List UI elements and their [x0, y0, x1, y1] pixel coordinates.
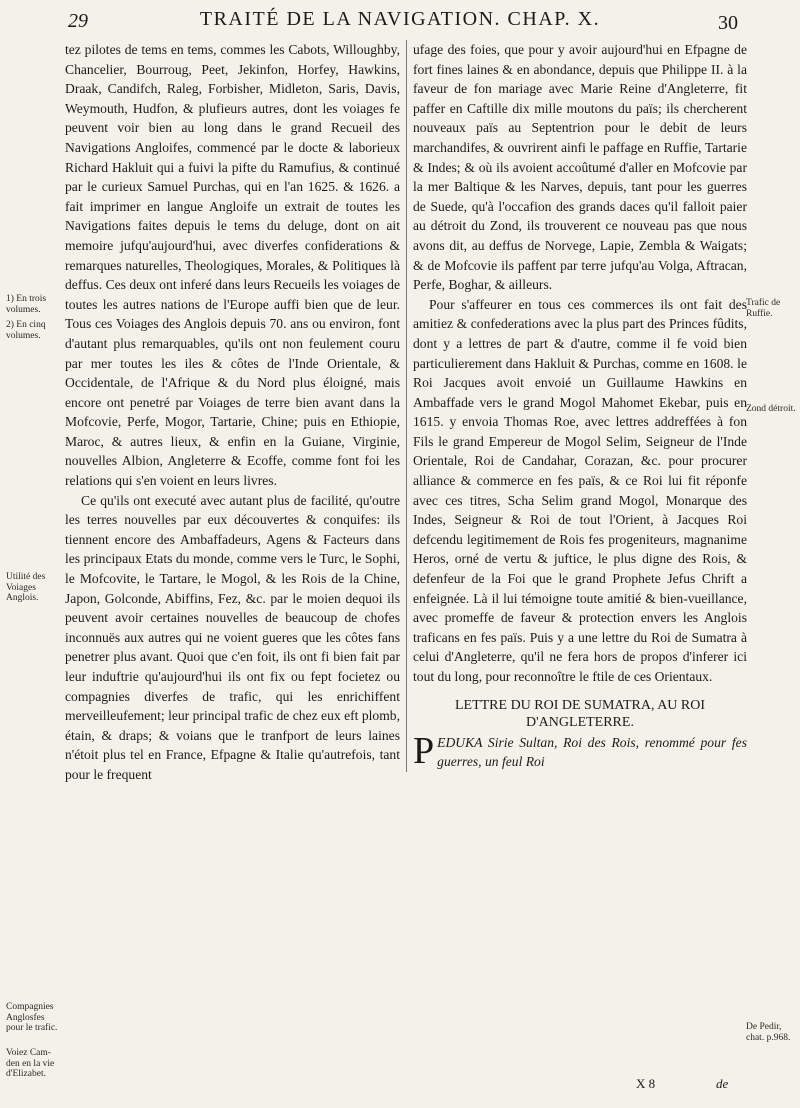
left-paragraph-1: tez pilotes de tems en tems, commes les Cabots, Willoughby, Chancelier, Bourroug, Peet, Jekinfon, Horfey, Hawkins, Draak, Candifch, Raleg, Forbisher, Midleton, Saris, Davis, Weymouth, Hudfon, & plufieurs autres, dont les voiages fe peuvent voir bien au long dans le grand Recueil des Navigations Angloifes, commencé par le docte & laborieux Richard Hakluit qui a fuivi la pifte du Ramufius, & continué par le curieux Samuel Purchas, qui en l'an 1625. & 1626. a fait imprimer en langue Angloife un extrait de toutes les Navigations faites depuis le tems du deluge, dont on ait memoire jufqu'aujourd'hui, avec diverfes confiderations & remarques naturelles, Theologiques, Morales, & Politiques là deffus. Ces deux ont inferé dans leurs Recueils les voiages de toutes les autres nations de l'Europe auffi bien que de leur. Tous ces Voiages des Anglois depuis 70. ans ou environ, font d'autant plus remarquables, qu'ils ont non feulement couru par mer toutes les iles & côtes de l'Inde Orientale, & Occidentale, de l'Afrique & du Nord plus éloigné, mais encore ont penetré par Voiages de terre bien avant dans la Mofcovie, Perfe, Mogor, Tartarie, Chine; puis en Ethiopie, Maroc, & autres lieux, & enfin en la Guiane, Virginie, nouvelles Albion, Angleterre & Ecoffe, comme font foi les relations qui s'en voient en leurs livres.	[65, 42, 400, 489]
right-paragraph-1: ufage des foies, que pour y avoir aujourd'hui en Efpagne de fort fines laines & en abondance, depuis que Philippe II. à la faveur de fon mariage avec Marie Reine d'Angleterre, fit paffer en Caftille dix mille moutons du païs; ils chercherent nouveaux païs au Septentrion pour le debit de leurs marchandifes, & ouvrirent ainfi le paffage en Ruffie, Tartarie & Indes; & où ils avoient accoûtumé d'aller en Mofcovie par la mer Baltique & les Narves, depuis, tant pour les guerres de Suede, qu'à l'occafion des grands daces qu'il falloit paier au détroit du Zond, ils trouverent ce nouveau pas que nous avons dit, au deffus de Norvege, Lapie, Zembla & Waigats; & de Mofcovie ils paffent par terre jufqu'au Volga, Aftracan, Perfe, Boghar, & ailleurs.	[413, 42, 747, 293]
running-title: TRAITÉ DE LA NAVIGATION. CHAP. X.	[199, 8, 601, 30]
signature-mark: X 8	[636, 1076, 656, 1091]
catchword: de	[716, 1076, 729, 1091]
drop-cap: P	[413, 729, 435, 772]
margin-note-camden: Voiez Cam-den en la vie d'Elizabet.	[6, 1048, 55, 1079]
letter-opening	[413, 729, 747, 772]
page-number-right: 30	[718, 12, 738, 34]
margin-note-volumes-three: 1) En trois volumes.	[6, 294, 47, 315]
margin-note-volumes-five: 2) En cinq volumes.	[6, 320, 46, 341]
margin-note-utility: Utilité des Voiages Anglois.	[6, 572, 46, 603]
margin-note-zond: Zond détroit.	[746, 404, 796, 414]
right-column	[406, 40, 747, 772]
left-column	[65, 40, 400, 785]
letter-text: EDUKA Sirie Sultan, Roi des Rois, renommé pour fes guerres, un feul Roi	[437, 734, 747, 770]
letter-title: LETTRE DU ROI DE SUMATRA, AU ROI D'ANGLETERRE.	[454, 697, 706, 730]
margin-note-companies: Compagnies Anglosfes pour le trafic.	[6, 1002, 58, 1033]
margin-note-russia-trade: Trafic de Ruffie.	[746, 298, 781, 319]
page-number-left: 29	[68, 10, 88, 32]
left-paragraph-2: Ce qu'ils ont executé avec autant plus de facilité, qu'outre les terres nouvelles par eux découvertes & conquifes: ils tiennent encore des Ambaffadeurs, Agens & Facteurs dans les principaux Etats du monde, comme vers le Turc, le Sophi, le Mofcovite, le Tartare, le Mogol, & les Rois de la Chine, Japon, Golconde, Abiffins, Fez, &c. par le moien dequoi ils peuvent avoir certaines nouvelles de beaucoup de chofes inconnuës aux autres qui ne voient gueres que les côtes fans penetrer plus avant. Quoi que c'en foit, ils ont fi bien fait par leur induftrie qu'aujourd'hui ils ont fix ou fept focietez ou compagnies diverfes de trafic, qui les enrichiffent merveilleufement; leur principal trafic de chez eux eft plomb, étain, & draps; & voians que le tranfport de leurs laines n'étoit plus tel en France, Efpagne & Italie qu'autrefois, tant pour le frequent	[65, 492, 400, 782]
margin-note-pedir: De Pedir, chat. p.968.	[746, 1022, 791, 1043]
running-header	[0, 6, 800, 36]
right-paragraph-2: Pour s'affeurer en tous ces commerces ils ont fait des amitiez & confederations avec la plus part des Princes fûdits, dont y a lettres de part & d'autre, comme il fe void bien particulierement dans Hakluit & Purchas, comme en 1608. le Roi Jacques avoit envoié un Guillaume Hawkins en Ambaffade vers le grand Mogol Mahomet Ekebar, puis en 1615. y envoia Thomas Roe, avec lettres addreffées à fon Fils le grand Empereur de Mogol Selim, Seigneur de l'Inde Orientale, Roi de Candahar, Corazan, &c. pour procurer alliance & commerce en fes païs, & ce Roi lui fit réponfe avec ces titres, Scha Selim grand Mogol, Monarque des Indes, Seigneur & Roi de tout l'Orient, à Jacques Roi defcendu legitimement de Rois fes progeniteurs, magnanime Heros, orné de vertu & juftice, le plus digne des Rois, & defenfeur de la Foi que le grand Prophete Jefus Chrift a enfeignée. Là il lui témoigne toute amitié & bien-vueillance, avec promeffe de faveur & protection envers les Anglois traficans en fes païs. Puis y a une lettre du Roi de Sumatra à celui d'Angleterre, qu'il ne fera hors de propos d'inferer ici tout du long, pour reconnoître le ftile de ces Orientaux.	[413, 296, 747, 684]
